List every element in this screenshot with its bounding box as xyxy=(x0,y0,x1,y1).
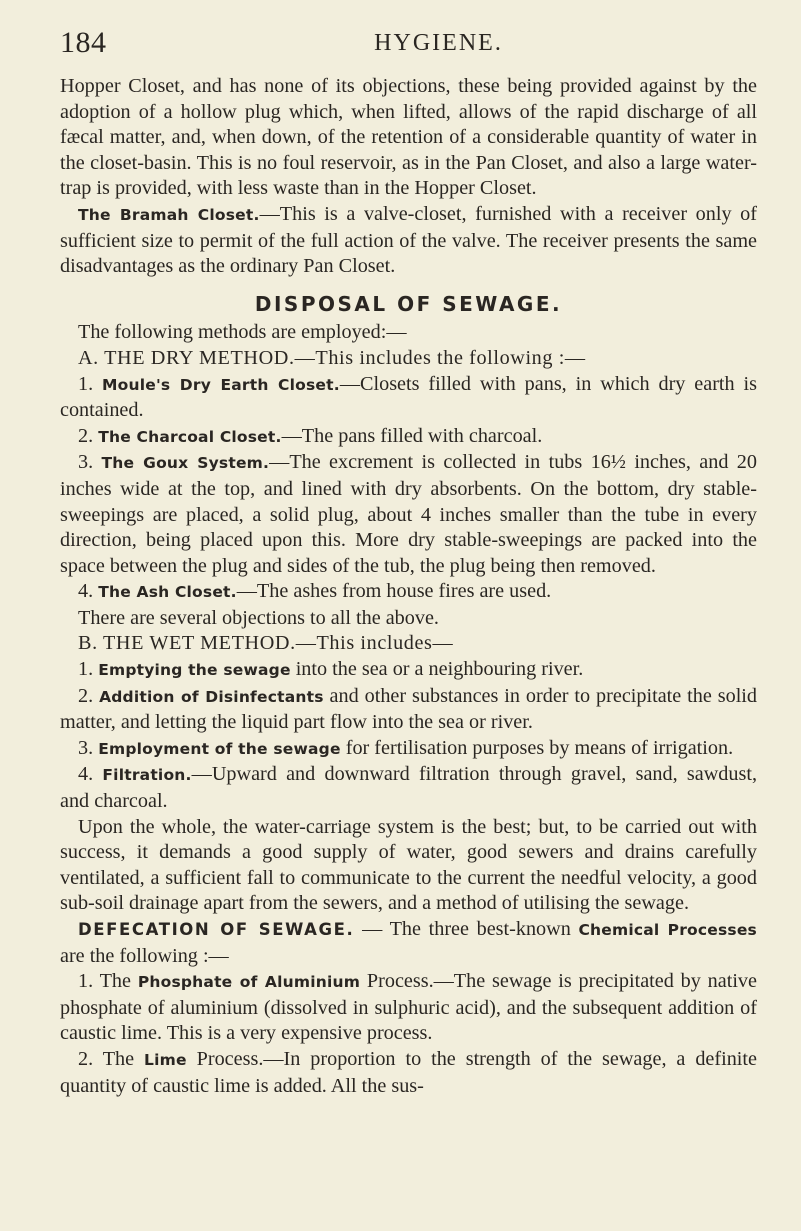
item-number: 1. xyxy=(78,658,99,681)
list-item-lime-process xyxy=(60,1047,757,1099)
term-charcoal-closet: The Charcoal Closet. xyxy=(98,427,282,446)
term-lime: Lime xyxy=(144,1050,187,1069)
list-item-phosphate-process xyxy=(60,969,757,1047)
wet-method-heading: B. THE WET METHOD.—This includes— xyxy=(78,632,454,655)
item-text: Process.—In proportion to the strength of the sewage, a definite quantity of caustic lime is added. All the sus- xyxy=(60,1047,757,1097)
term-ash-closet: The Ash Closet. xyxy=(98,583,237,602)
list-item-employment xyxy=(60,736,757,763)
term-disinfectants: Addition of Disinfectants xyxy=(99,687,324,706)
item-text: and other substances in order to precipitate the solid matter, and letting the liquid part flow into the sea or river. xyxy=(60,684,757,734)
bramah-closet-text: —This is a valve-closet, furnished with a receiver only of sufficient size to permit of the full action of the valve. The receiver presents the same disadvantages as the ordinary Pan Closet. xyxy=(60,202,757,278)
item-number: 2. xyxy=(78,424,99,447)
term-goux-system: The Goux System. xyxy=(101,454,270,473)
section-heading-disposal: DISPOSAL OF SEWAGE. xyxy=(254,291,563,316)
item-text: —Closets filled with pans, in which dry earth is contained. xyxy=(60,372,758,422)
page-number: 184 xyxy=(60,26,107,59)
item-number: 4. xyxy=(78,763,103,786)
term-defecation-of-sewage: DEFECATION OF SEWAGE. xyxy=(78,920,355,939)
list-item-ash-closet xyxy=(60,579,757,606)
defecation-text-end: are the following :— xyxy=(60,944,229,967)
defecation-text: — The three best-known xyxy=(354,918,579,940)
body-text xyxy=(60,74,757,1099)
term-bramah-closet: The Bramah Closet. xyxy=(78,205,260,224)
dry-method-heading: A. THE DRY METHOD.—This includes the following :— xyxy=(78,346,586,369)
item-text: for fertilisation purposes by means of irrigation. xyxy=(340,736,734,759)
list-item-dry-earth-closet xyxy=(60,372,757,424)
item-number: 3. xyxy=(78,451,102,474)
term-filtration: Filtration. xyxy=(102,766,192,785)
item-number: 3. xyxy=(78,736,99,759)
paragraph-hopper-continued: Hopper Closet, and has none of its objections, these being provided against by the adoption of a hollow plug which, when lifted, allows of the rapid discharge of all fæcal matter, and, when down, of the retention of a considerable quantity of water in the closet-basin. This is no foul reservoir, as in the Pan Closet, and also a large water-trap is provided, with less waste than in the Hopper Closet. xyxy=(60,75,757,200)
item-text: —The ashes from house fires are used. xyxy=(236,580,552,603)
term-dry-earth-closet: Moule's Dry Earth Closet. xyxy=(102,375,340,394)
item-number: 4. xyxy=(78,580,99,603)
dry-objections: There are several objections to all the above. xyxy=(78,606,439,629)
item-text: —The pans filled with charcoal. xyxy=(281,424,543,447)
running-title: HYGIENE. xyxy=(374,30,503,56)
list-item-charcoal-closet xyxy=(60,424,757,451)
list-item-disinfectants xyxy=(60,684,757,736)
list-item-goux-system xyxy=(60,450,757,579)
paragraph-upon-the-whole: Upon the whole, the water-carriage system is the best; but, to be carried out with success, it demands a good supply of water, good sewers and drains carefully ventilated, a sufficient fall to communicate to the current the needful velocity, a good sub-soil drainage apart from the sewers, and a method of utilising the sewage. xyxy=(60,815,757,915)
list-item-emptying xyxy=(60,657,757,684)
item-lead: 2. The xyxy=(78,1047,145,1070)
disposal-intro: The following methods are employed:— xyxy=(78,321,407,344)
item-number: 1. xyxy=(78,372,103,395)
list-item-filtration xyxy=(60,762,757,814)
term-chemical-processes: Chemical Processes xyxy=(578,921,757,939)
item-text: Process.—The sewage is precipitated by native phosphate of aluminium (dissolved in sulphuric acid), and the subsequent addition of caustic lime. This is a very expensive process. xyxy=(60,970,757,1045)
running-head xyxy=(60,26,757,60)
paragraph-bramah-closet xyxy=(60,202,757,280)
paragraph-defecation xyxy=(60,917,757,969)
item-number: 2. xyxy=(78,684,100,707)
term-phosphate-of-aluminium: Phosphate of Aluminium xyxy=(137,973,361,992)
item-text: —The excrement is collected in tubs 16½ inches, and 20 inches wide at the top, and lined with dry absorbents. On the bottom, dry stable-sweepings are placed, a solid plug, about 4 inches smaller than the tube in every direction, being placed upon this. More dry stable-sweepings are packed into the space between the plug and sides of the tub, the plug being then removed. xyxy=(60,451,757,577)
item-lead: 1. The xyxy=(78,970,138,993)
term-emptying: Emptying the sewage xyxy=(98,661,291,680)
item-text: —Upward and downward filtration through gravel, sand, sawdust, and charcoal. xyxy=(60,763,757,813)
item-text: into the sea or a neighbouring river. xyxy=(290,658,584,681)
term-employment: Employment of the sewage xyxy=(98,739,341,758)
